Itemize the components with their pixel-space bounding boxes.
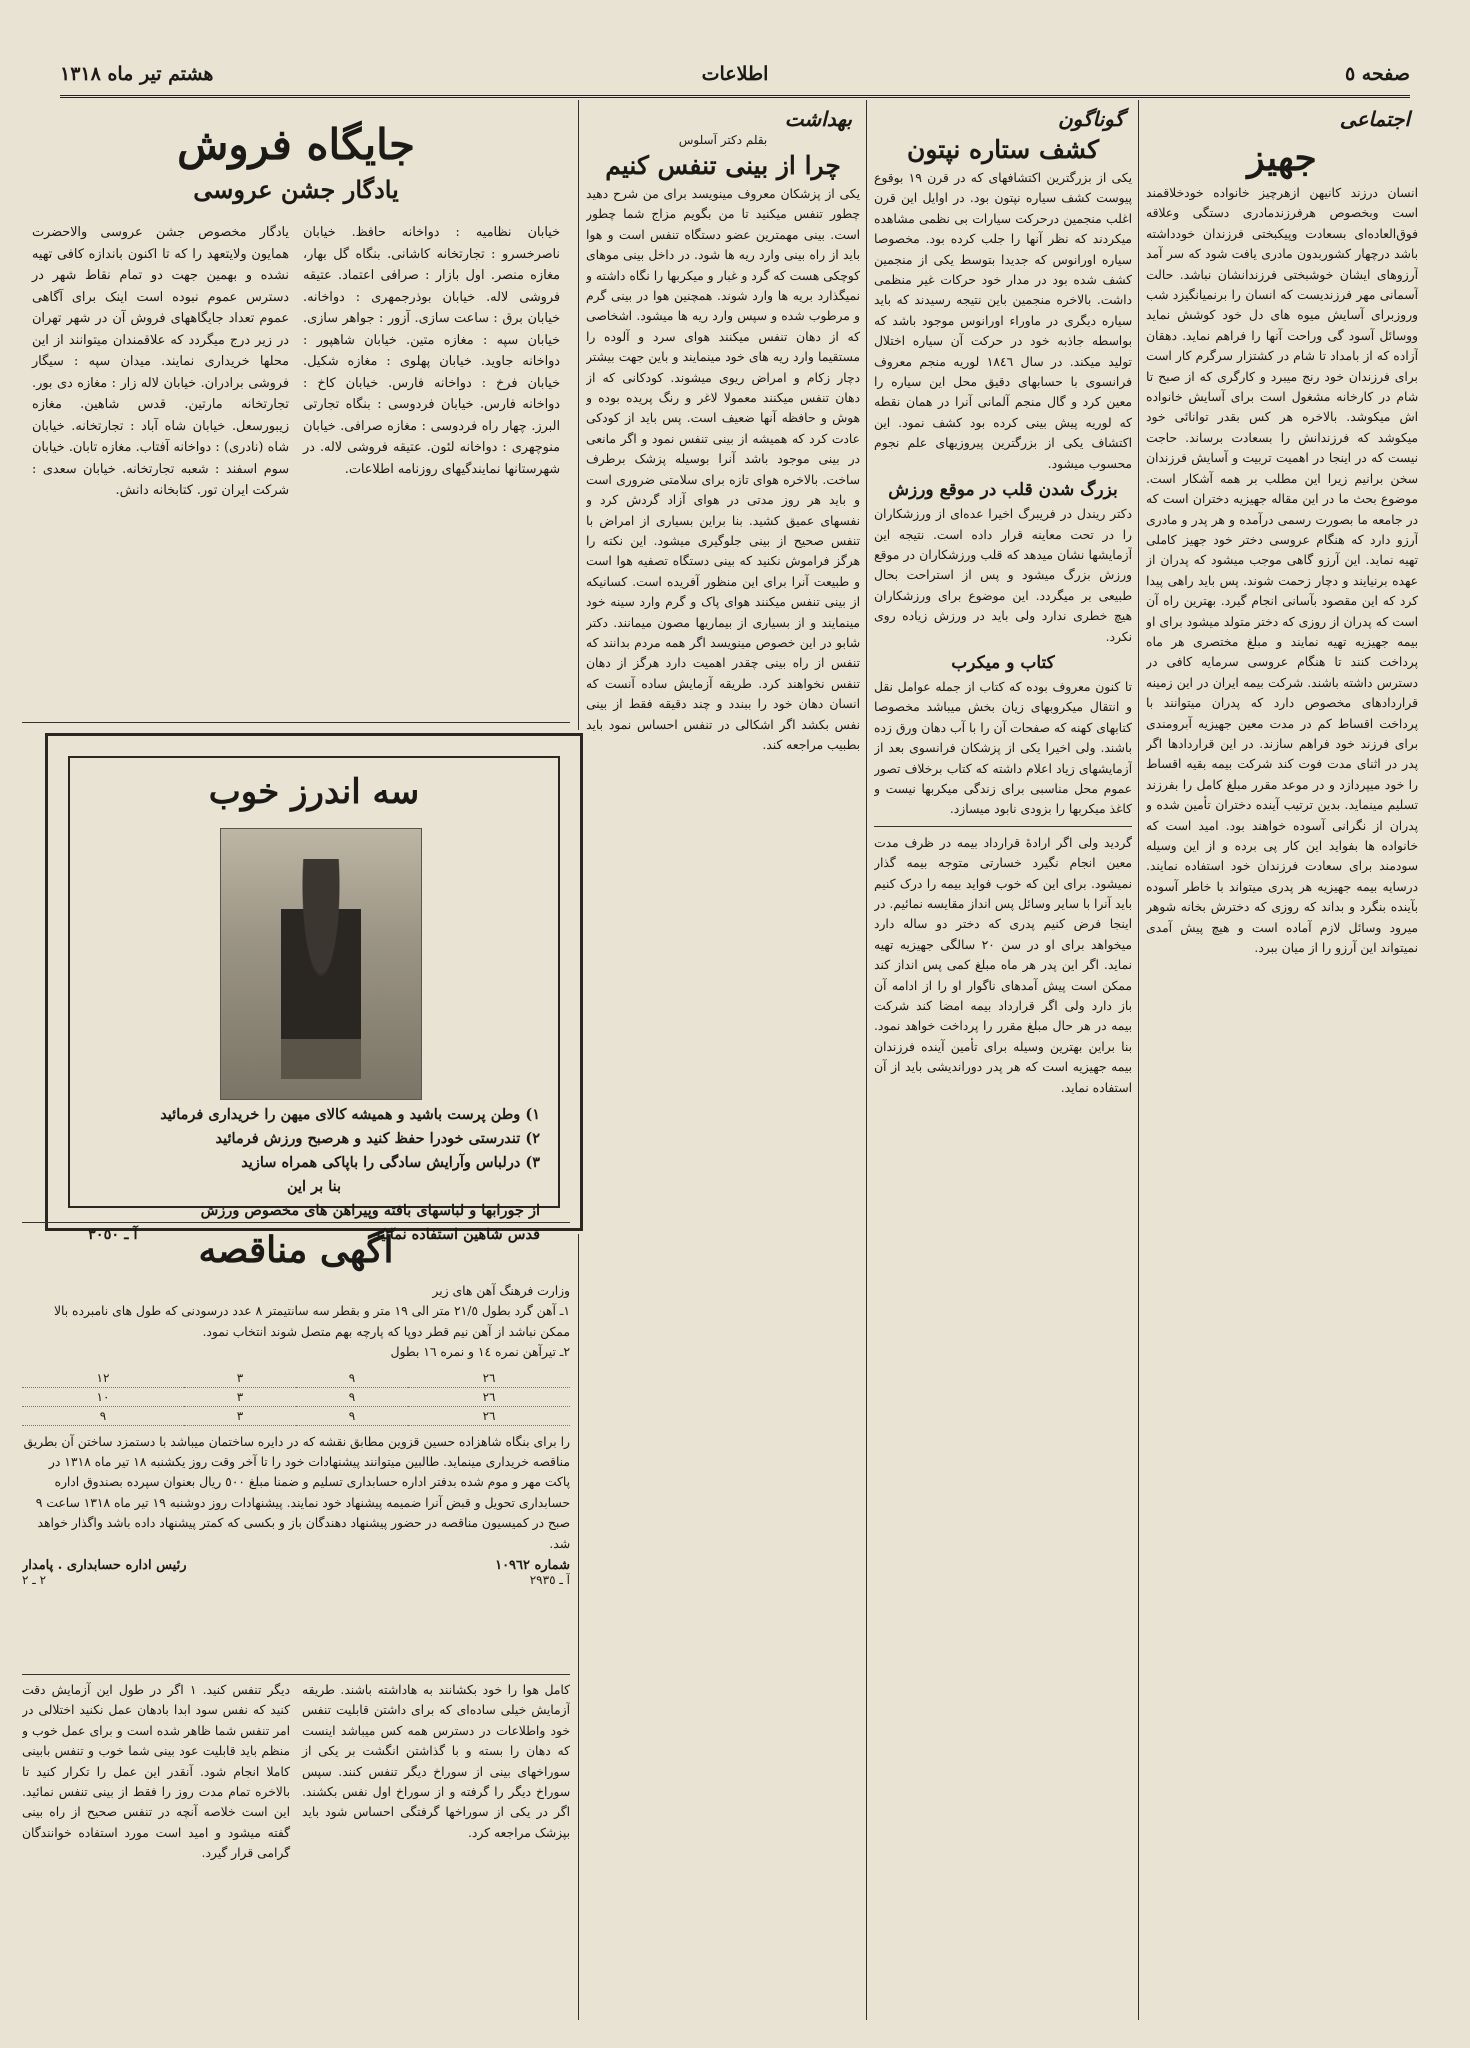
- table-row: [22, 1406, 570, 1425]
- divider: [22, 1222, 570, 1223]
- section-kicker: اجتماعی: [1339, 107, 1410, 131]
- byline: بقلم دکتر آسلوس: [678, 133, 768, 147]
- article-body: تا کنون معروف بوده که کتاب از جمله عوامل نقل و انتقال میکروبهای زیان بخش میباشد مخصوصا کتابهای کهنه که صفحات آن را با آب دهان ورق زده باشند. ولی اخیرا یکی از پزشکان فرانسوی بعد از آزمایشهای زیاد اعلام داشته که کتاب برخلاف تصور عموم محل مناسبی برای زندگی میکربها نیست و کاغذ میکربها را بزودی نابود میسازد.: [874, 679, 1132, 817]
- paper-name: اطلاعات: [701, 63, 769, 85]
- article-title: جهیز: [1247, 137, 1317, 179]
- article-body: گردید ولی اگر ارادهٔ قرارداد بیمه در ظرف مدت معین انجام نگیرد خسارتی متوجه بیمه گذار نمیشود. برای این که خوب فواید بیمه را درک کنیم باید آنرا با سایر وسائل پس انداز مقایسه نمائیم. در اینجا فرض کنیم پدری که دختر دو ساله دارد میخواهد برای او در سن ۲٠ سالگی جهیزیه تهیه نماید. اگر این پدر هر ماه مبلغ کمی پس انداز کند ممکن است پیش آمدهای ناگوار او را از ادامه آن باز دارد ولی اگر قرارداد بیمه امضا کند شرکت بیمه در هر حال مبلغ مقرر را پرداخت خواهد نمود. بنا براین بهترین وسیله برای تأمین آینده فرزندان بیمه جهیزیه است که هر پدر دوراندیشی باید از آن استفاده نماید.: [874, 835, 1132, 1095]
- table-cell: ۲٦: [408, 1369, 570, 1388]
- notice-subtitle: یادگار جشن عروسی: [193, 175, 399, 204]
- table-cell: ۲٦: [408, 1387, 570, 1406]
- article-miscellany: [874, 105, 1132, 2020]
- notice-number: شماره ۱٠۹٦۲: [495, 1558, 570, 1574]
- notice-signature: رئیس اداره حسابداری . پامدار: [22, 1558, 187, 1574]
- article-title: کشف ستاره نپتون: [906, 135, 1100, 164]
- table-cell: ۹: [296, 1369, 408, 1388]
- table-cell: ۲٦: [408, 1406, 570, 1425]
- table-cell: ۳: [184, 1387, 296, 1406]
- health-continuation: [22, 1680, 570, 2020]
- column-divider: [1138, 100, 1139, 2020]
- notice-title: جایگاه فروش: [177, 120, 415, 169]
- subheading: کتاب و میکرب: [951, 652, 1055, 673]
- ad-photo: [220, 828, 422, 1100]
- notice-title: آگهی مناقصه: [198, 1229, 394, 1271]
- notice-spec: ۱ـ آهن گرد بطول ۲۱/٥ متر الی ۱۹ متر و بقطر سه سانتیمتر ۸ عدد درسودنی که طول های نامبرده بالا ممکن نباشد از آهن نیم قطر دوپا که پارچه بهم متصل شوند انتخاب نمود.: [53, 1304, 570, 1339]
- article-body: یکی از پزشکان معروف مینویسد برای من شرح دهید چطور تنفس میکنید تا من بگویم مزاج شما چطور است. بینی مهمترین عضو دستگاه تنفس است و هوا باید از راه بینی وارد ریه ها شود. در داخل بینی موهای کوچکی هست که گرد و غبار و میکربها را نگاه داشته و نمیگذارد بریه ها وارد شوند. همچنین هوا در بینی گرم و مرطوب شده و سپس وارد ریه ها میشود. اشخاصی که از دهان تنفس میکنند هوای سرد و آلوده را مستقیما وارد ریه های خود مینمایند و باین جهت بیشتر دچار زکام و امراض ریوی میشوند. کودکانی که از دهان تنفس میکنند معمولا لاغر و رنگ پریده بوده و هوش و حافظه آنها ضعیف است. پس باید از کودکی عادت کرد که همیشه از بینی تنفس نمود و اگر مانعی در بینی موجود باشد آنرا بوسیله پزشک برطرف ساخت. بالاخره هوای تازه برای سلامتی ضروری است و باید هر روز مدتی در هوای آزاد گردش کرد و نفسهای عمیق کشید. بنا براین بسیاری از امراض با تنفس صحیح از بینی جلوگیری میشود. این نکته را هرگز فراموش نکنید که بینی دستگاه تصفیه هوا است و طبیعت آنرا برای این منظور آفریده است. کسانیکه از بینی تنفس میکنند هوای پاک و گرم وارد سینه خود مینمایند و از بسیاری از بیماریها مصون میمانند. دکتر شابو در این خصوص مینویسد اگر همه مردم بدانند که تنفس از راه بینی چقدر اهمیت دارد هرگز از دهان تنفس نخواهند کرد. طریقه آزمایش ساده آنست که انسان دهان خود را ببندد و چند دقیقه فقط از بینی نفس بکشد اگر اشکالی در تنفس احساس نمود باید بطبیب مراجعه کند.: [586, 187, 860, 752]
- shop-list: خیابان نظامیه : دواخانه حافظ. خیابان ناصرخسرو : تجارتخانه کاشانی. بنگاه گل بهار، مغازه منصر. اول بازار : صرافی اعتماد. عتیقه فروشی لاله. خیابان بوذرجمهری : دواخانه. خیابان برق : ساعت سازی. آزور : جواهر سازی. خیابان سپه : مغازه متین. خیابان شاهپور : دواخانه جاوید. خیابان پهلوی : مغازه شکیل. خیابان فرخ : دواخانه فارس. خیابان کاخ : دواخانه فارس. خیابان فردوسی : بنگاه تجارتی البرز. چهار راه فردوسی : مغازه صرافی. خیابان منوچهری : دواخانه لئون. عتیقه فروشی لاله. در شهرستانها نمایندگیهای روزنامه اطلاعات.: [303, 225, 560, 477]
- notice-code: ۲ ـ ۲: [22, 1573, 47, 1588]
- article-body: انسان درزند کانیهن ازهرچیز خانواده خودخلاقمند است وبخصوص هرفرزندمادری دستگی وعلاقه فوق‌العاده‌ای بسعادت وپیکبختی فرزندان خودداشته باشد درچهار کشوربدون مادری یافت شود که سر آمد آرزوهای ایشان خوشبختی فرزندانشان نباشد. حالت آسمانی مهر فرزندیست که انسان را برنمیانگیزد شب وروزبرای آسایش میوه های دل خود کوشش نماید ووسائل آسود گی وراحت آنها را فراهم نماید. دهقان آزاده که از بامداد تا شام در کشتزار سرگرم کار است برای فرزندان خود رنج میبرد و کارگری که از صبح تا شام در کارخانه مشغول است برای آسایش خانواده اش میکوشد. بالاخره هر کس بقدر توانائی خود میکوشد که فرزندانش را بسعادت برساند. حاجت نیست که در اینجا در اهمیت تربیت و آسایش فرزندان سخن برانیم زیرا این مطلب بر همه آشکار است. موضوع بحث ما در این مقاله جهیزیه دختران است که در جامعه ما بصورت رسمی درآمده و هر پدر و مادری آرزو دارد که هنگام عروسی دختر خود جهیز کاملی تهیه نماید. این آرزو گاهی موجب میشود که پدران از عهده برنیایند و دچار زحمت شوند. پس باید راهی پیدا کرد که این مقصود بآسانی انجام گیرد. بهترین راه آن است که پدران از روزی که دختر متولد میشود برای او بیمه جهیزیه تهیه نمایند و مبلغ مختصری هر ماه پرداخت کنند تا هنگام عروسی سرمایه کافی در دسترس داشته باشند. شرکت بیمه ایران در این زمینه قراردادهای مخصوص دارد که پدران میتوانند با پرداخت اقساط کم در مدت معین جهیزیه آبرومندی برای فرزند خود فراهم سازند. در این قراردادها اگر پدر در اثنای مدت فوت کند شرکت بیمه بقیه اقساط را خود میپردازد و در موعد مقرر مبلغ کامل را بفرزند تسلیم مینماید. بدین ترتیب آینده دختران تأمین شده و پدران از نگرانی آسوده خواهند بود. امید است که خانواده ها بفواید این کار پی برده و از این وسیله سودمند برای سعادت فرزندان خود استفاده نمایند. درسایه بیمه جهیزیه هر پدری میتواند با خاطر آسوده بآینده بنگرد و بداند که روزی که دخترش بخانه شوهر میرود وسائل لازم آماده است و هیچ پیش آمدی نمیتواند این آرزو را از میان ببرد.: [1146, 186, 1418, 956]
- article-title: چرا از بینی تنفس کنیم: [605, 151, 841, 180]
- table-cell: ۳: [184, 1406, 296, 1425]
- article-health: [586, 105, 860, 2020]
- table-cell: ۱٠: [22, 1387, 184, 1406]
- subheading: بزرگ شدن قلب در موقع ورزش: [888, 480, 1118, 501]
- shop-list: یادگار مخصوص جشن عروسی والاحضرت همایون ولایتعهد را که تا اکنون باندازه کافی تهیه نشده و بهمین جهت دو تمام نقاط شهر در دسترس عموم نبوده است اینک برای آگاهی عموم تعداد جایگاههای فروش آن در شهر تهران در زیر درج میگردد که علاقمندان میتوانند از این محلها خریداری نمایند. میدان سپه : سیگار فروشی برادران. خیابان لاله زار : مغازه دی بور. تجارتخانه مارتین. قدس شاهین. مغازه زیبورسعل. خیابان شاه آباد : تجارتخانه. خیابان شاه (نادری) : دواخانه آفتاب. مغازه تابان. خیابان سوم اسفند : شعبه تجارتخانه. خیابان سعدی : شرکت ایران تور. کتابخانه دانش.: [32, 225, 289, 498]
- table-cell: ۳: [184, 1369, 296, 1388]
- woman-figure: [281, 859, 361, 1079]
- ad-code: آ ـ ۳٠٥٠: [88, 1226, 138, 1243]
- divider: [874, 826, 1132, 827]
- notice-body: را برای بنگاه شاهزاده حسین قزوین مطابق نقشه که در دایره ساختمان میباشد با دستمزد ساختن آن بطریق مناقصه خریداری مینماید. طالبین میتوانند پیشنهادات خود را تا آخر وقت روز یکشنبه ۱۸ تیر ماه ۱۳۱۸ در پاکت مهر و موم شده بدفتر اداره حسابداری تسلیم و ضمنا مبلغ ٥٠٠ ریال بعنوان سپرده بصندوق اداره حسابداری تحویل و قبض آنرا ضمیمه پیشنهاد خود نمایند. پیشنهادات روز دوشنبه ۱۹ تیر ماه ۱۳۱۸ ساعت ۹ صبح در کمیسیون مناقصه در حضور پیشنهاد دهندگان باز و بکسی که کمتر پیشنهاد داده باشد واگذار خواهد شد.: [23, 1434, 570, 1551]
- table-cell: ۹: [22, 1406, 184, 1425]
- masthead: [60, 55, 1410, 98]
- page-number: صفحه ٥: [1344, 63, 1410, 85]
- article-jahiz: [1146, 105, 1418, 2020]
- advertisement-box: [42, 730, 586, 1243]
- table-row: [22, 1387, 570, 1406]
- divider: [22, 1674, 570, 1675]
- tender-notice: [22, 1222, 570, 1670]
- notice-code: آ ـ ۲۹۳٥: [529, 1573, 570, 1588]
- divider: [22, 722, 570, 723]
- table-cell: ۱۲: [22, 1369, 184, 1388]
- table-cell: ۹: [296, 1406, 408, 1425]
- section-kicker: بهداشت: [784, 107, 852, 131]
- notice-intro: وزارت فرهنگ آهن های زیر: [432, 1284, 570, 1298]
- article-body: دکتر ریندل در فریبرگ اخیرا عده‌ای از ورزشکاران را در تحت معاینه قرار داده است. نتیجه این آزمایشها نشان میدهد که قلب ورزشکاران در موقع ورزش بزرگ میشود و پس از استراحت بحال طبیعی بر میگردد. این موضوع برای ورزشکاران هیچ خطری ندارد ولی باید در ورزش زیاده روی نکرد.: [874, 507, 1132, 644]
- ad-line: قدس شاهین استفاده نمائید: [373, 1226, 540, 1243]
- ad-line: از جورابها و لباسهای بافته وپیراهن های مخصوص ورزش: [200, 1202, 540, 1219]
- spec-table: [22, 1369, 570, 1426]
- issue-date: هشتم تیر ماه ۱۳۱۸: [60, 63, 214, 85]
- ad-line: ۳) درلباس وآرایش سادگی را باپاکی همراه سازید: [241, 1154, 540, 1171]
- table-cell: ۹: [296, 1387, 408, 1406]
- ad-line: ۱) وطن پرست باشید و همیشه کالای میهن را خریداری فرمائید: [160, 1106, 540, 1123]
- ad-line: ۲) تندرستی خودرا حفظ کنید و هرصبح ورزش فرمائید: [215, 1130, 540, 1147]
- article-body: دیگر تنفس کنید. ۱ اگر در طول این آزمایش دقت کنید که نفس سود ابدا بادهان عمل نکنید اختلالی در امر تنفس شما ظاهر شده است و برای عمل خوب و منظم باید قابلیت عود بینی شما خوب و تنفس بابینی کاملا انجام شود. آنقدر این عمل را تکرار کنید تا بالاخره تمام مدت روز را فقط از بینی تنفس نمائید. این است خلاصه آنچه در تنفس صحیح از راه بینی گفته میشود و امید است مورد استفاده خوانندگان گرامی قرار گیرد.: [22, 1683, 290, 1861]
- notice-spec: ۲ـ تیرآهن نمره ۱٤ و نمره ۱٦ بطول: [390, 1345, 570, 1360]
- article-body: کامل هوا را خود بکشانند به هاداشته باشند. طریقه آزمایش خیلی ساده‌ای که برای داشتن قابلیت تنفس خود واطلاعات در دسترس همه کس میباشد اینست که دهان را بسته و با گذاشتن انگشت بر یکی از سوراخهای بینی از سوراخ دیگر تنفس کنند. سپس سوراخ دیگر را گرفته و از سوراخ اول نفس بکشند. اگر در یکی از سوراخها گرفتگی احساس شود باید بپزشک مراجعه کرد.: [302, 1683, 570, 1840]
- article-body: یکی از بزرگترین اکتشافهای که در قرن ۱۹ بوقوع پیوست کشف سیاره نپتون بود. در اوایل این قرن اغلب منجمین درحرکت سیارات بی نظمی مشاهده میکردند که نظر آنها را جلب کرده بود. مخصوصا سیاره اورانوس که جدیدا بتوسط یکی از منجمین کشف شده بود در مدار خود حرکات غیر منظمی داشت. بالاخره منجمین باین نتیجه رسیدند که باید سیاره دیگری در ماوراء اورانوس موجود باشد که بواسطه جاذبه خود در حرکت آن سیاره اختلال تولید میکند. در سال ۱۸٤٦ لوریه منجم معروف فرانسوی با حسابهای دقیق محل این سیاره را معین کرد و گال منجم آلمانی آنرا در همان نقطه که لوریه پیش بینی کرده بود کشف نمود. این اکتشاف یکی از بزرگترین پیروزیهای علم نجوم محسوب میشود.: [874, 171, 1132, 471]
- sales-points-notice: [22, 100, 570, 722]
- section-kicker: گوناگون: [1057, 107, 1124, 131]
- ad-title: سه اندرز خوب: [208, 772, 420, 812]
- ad-line: بنا بر این: [286, 1178, 342, 1195]
- table-row: [22, 1369, 570, 1388]
- column-divider: [866, 100, 867, 2020]
